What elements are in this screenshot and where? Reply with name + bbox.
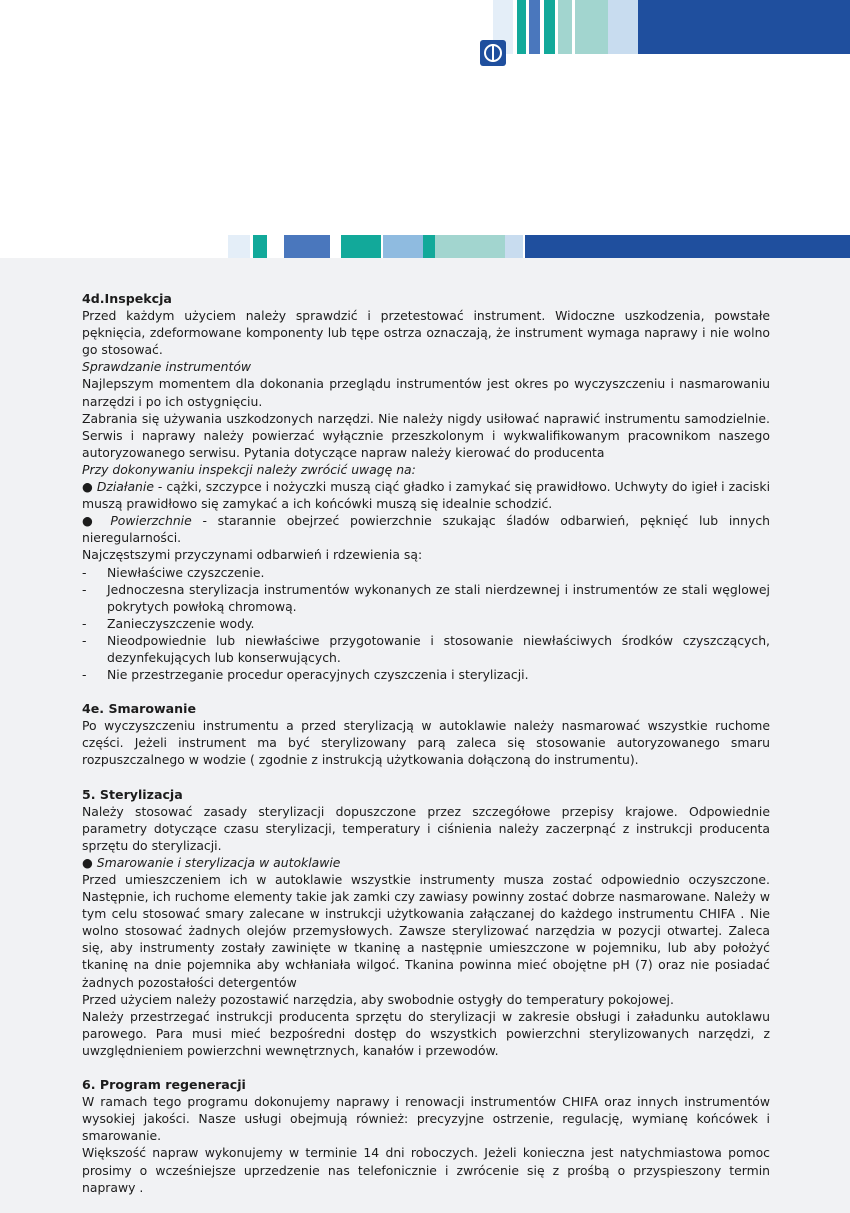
list-item-text: Niewłaściwe czyszczenie. [107,564,265,580]
section-regeneration [82,1076,770,1196]
section-lubrication [82,700,770,768]
list-item: - Nieodpowiednie lub niewłaściwe przygotowanie i stosowanie niewłaściwych środków czyszczących, dezynfekujących lub konserwujących. [82,632,770,665]
paragraph: Najczęstszymi przyczynami odbarwień i rdzewienia są: [82,547,423,563]
bullet-label: Smarowanie i sterylizacja w autoklawie [96,854,341,870]
list-item-text: Zanieczyszczenie wody. [107,615,255,631]
band-stripe [228,235,250,258]
section-heading: 5. Sterylizacja [82,786,183,802]
paragraph: Przed każdym użyciem należy sprawdzić i przetestować instrument. Widoczne uszkodzenia, powstałe pęknięcia, zdeformowane komponenty lub tępe ostrza oznaczają, że instrument wymaga naprawy i nie wolno go stosować. [82,308,770,358]
paragraph: W ramach tego programu dokonujemy naprawy i renowacji instrumentów CHIFA oraz innych instrumentów wysokiej jakości. Nasze usługi obejmują również: precyzyjne ostrzenie, regulację, wymianę końcówek i smarowanie. [82,1094,770,1144]
bullet-text: - cążki, szczypce i nożyczki muszą ciąć gładko i zamykać się prawidłowo. Uchwyty do igieł i zaciski muszą prawidłowo się zamykać a ich końcówki muszą się idealnie schodzić. [82,479,771,512]
bullet-label: Powierzchnie [110,513,192,529]
paragraph: Przed użyciem należy pozostawić narzędzia, aby swobodnie ostygły do temperatury pokojowej. [82,991,674,1007]
band-stripe [383,235,423,258]
band-stripe [423,235,435,258]
paragraph: Najlepszym momentem dla dokonania przeglądu instrumentów jest okres po wyczyszczeniu i nasmarowaniu narzędzi i po ich ostygnięciu. [82,376,770,409]
section-sterilization [82,786,770,1060]
bullet-icon: ● [82,513,100,529]
band-stripe [284,235,330,258]
bullet-label: Działanie [96,479,154,495]
subheading: Sprawdzanie instrumentów [82,359,252,375]
section-heading: 4e. Smarowanie [82,701,196,717]
header-navy-band [638,0,850,54]
band-stripe [253,235,267,258]
paragraph: Należy przestrzegać instrukcji producenta sprzętu do sterylizacji w zakresie obsługi i załadunku autoklawu parowego. Para musi mieć bezpośredni dostęp do wszystkich powierzchni sterylizowanych narzędzi, z uwzględnieniem powierzchni wewnętrznych, kanałów i przewodów. [82,1008,770,1058]
subheading: Przy dokonywaniu inspekcji należy zwrócić uwagę na: [82,461,416,477]
page-header [0,0,850,258]
paragraph: Większość napraw wykonujemy w terminie 14 dni roboczych. Jeżeli konieczna jest natychmiastowa pomoc prosimy o wcześniejsze uprzedzenie nas telefonicznie i zwrócenie się z prośbą o przyspieszony termin naprawy . [82,1145,770,1195]
header-stripe [558,0,572,54]
bullet-icon: ● [82,479,93,495]
band-stripe [505,235,523,258]
list-item: - Nie przestrzeganie procedur operacyjnych czyszczenia i sterylizacji. [82,666,770,683]
paragraph: Należy stosować zasady sterylizacji dopuszczone przez szczegółowe przepisy krajowe. Odpowiednie parametry dotyczące czasu sterylizacji, temperatury i ciśnienia należy zaczerpnąć z instrukcji producenta sprzętu do sterylizacji. [82,803,770,853]
list-item: - Niewłaściwe czyszczenie. [82,564,770,581]
bullet-icon: ● [82,854,93,870]
bullet-item [82,854,770,871]
header-stripe [575,0,608,54]
band-navy [525,235,850,258]
band-stripe [341,235,381,258]
document-body [82,290,770,1213]
section-heading: 6. Program regeneracji [82,1077,246,1093]
band-stripe [435,235,505,258]
list-item-text: Nieodpowiednie lub niewłaściwe przygotowanie i stosowanie niewłaściwych środków czyszczących, dezynfekujących lub konserwujących. [107,632,770,665]
list-item-text: Jednoczesna sterylizacja instrumentów wykonanych ze stali nierdzewnej i instrumentów ze stali węglowej pokrytych powłoką chromową. [107,581,770,614]
list-item: - Zanieczyszczenie wody. [82,615,770,632]
section-heading: 4d.Inspekcja [82,291,172,306]
list-item-text: Nie przestrzeganie procedur operacyjnych czyszczenia i sterylizacji. [107,667,529,683]
section-inspection [82,290,770,683]
paragraph: Przed umieszczeniem ich w autoklawie wszystkie instrumenty musza zostać odpowiednio oczyszczone. Następnie, ich ruchome elementy takie jak zamki czy zawiasy powinny zostać dobrze nasmarowane. Należy w tym celu stosować smary zalecane w instrukcji użytkowania załączanej do każdego instrumentu CHIFA . Nie wolno stosować żadnych olejów przemysłowych. Zawsze sterylizować narzędzia w pozycji otwartej. Zaleca się, aby instrumenty zostały zawinięte w tkaninę a następnie umieszczone w pojemniku, lub aby położyć tkaninę na dnie pojemnika aby wchłaniała wilgoć. Tkanina powinna mieć obojętne pH (7) oraz nie posiadać żadnych pozostałości detergentów [82,872,770,990]
header-stripe [608,0,638,54]
header-stripe [529,0,540,54]
header-stripe [517,0,526,54]
bullet-item [82,478,770,512]
bullet-item [82,512,770,546]
bullet-text: - starannie obejrzeć powierzchnie szukając śladów odbarwień, pęknięć lub innych nieregularności. [82,513,771,546]
paragraph: Po wyczyszczeniu instrumentu a przed sterylizacją w autoklawie należy nasmarować wszystkie ruchome części. Jeżeli instrument ma być sterylizowany parą zaleca się stosowanie autoryzowanego smaru rozpuszczalnego w wodzie ( zgodnie z instrukcją użytkowania dołączoną do instrumentu). [82,718,770,768]
header-stripe [544,0,555,54]
list-item: - Jednoczesna sterylizacja instrumentów wykonanych ze stali nierdzewnej i instrumentów ze stali węglowej pokrytych powłoką chromową. [82,581,770,614]
paragraph: Zabrania się używania uszkodzonych narzędzi. Nie należy nigdy usiłować naprawić instrumentu samodzielnie. Serwis i naprawy należy powierzać wyłącznie przeszkolonym i wykwalifikowanym pracownikom naszego autoryzowanego serwisu. Pytania dotyczące napraw należy kierować do producenta [82,410,770,460]
caduceus-icon [480,40,506,66]
